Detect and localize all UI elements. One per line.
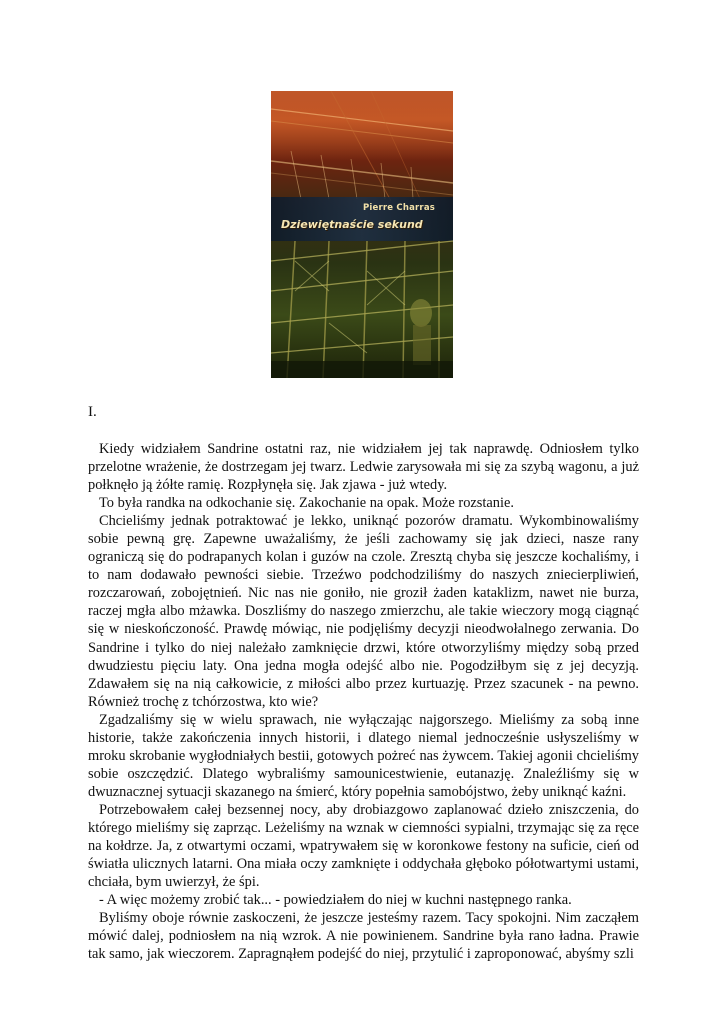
chapter-heading: I.: [88, 404, 97, 420]
book-cover-image: [271, 91, 453, 378]
paragraph: Kiedy widziałem Sandrine ostatni raz, nie widziałem jej tak naprawdę. Odniosłem tylko przelotne wrażenie, że dostrzegam jej twarz. Ledwie zarysowała mi się za szybą wagonu, a już połknęło ją żółte ramię. Rozpłynęła się. Jak zjawa - już wtedy.: [88, 441, 639, 494]
paragraph: Byliśmy oboje równie zaskoczeni, że jeszcze jesteśmy razem. Tacy spokojni. Nim zacząłem mówić dalej, podniosłem na nią wzrok. A nie powinienem. Sandrine była rano ładna. Prawie tak samo, jak wieczorem. Zapragnąłem podejść do niej, przytulić i zaproponować, abyśmy szli: [88, 910, 639, 963]
paragraph: - A więc możemy zrobić tak... - powiedziałem do niej w kuchni następnego ranka.: [99, 892, 572, 909]
paragraph: Chcieliśmy jednak potraktować je lekko, uniknąć pozorów dramatu. Wykombinowaliśmy sobie pewną grę. Zapewne uważaliśmy, że jeśli zachowamy się jak dzieci, nasze rany ograniczą się do podrapanych kolan i guzów na czole. Zresztą chyba się jeszcze kochaliśmy, i to nam dodawało pewności siebie. Trzeźwo podchodziliśmy do naszych zniecierpliwień, rozczarowań, zobojętnień. Nic nas nie goniło, nie groził żaden kataklizm, nawet nie burza, raczej mgła albo mżawka. Doszliśmy do naszego zmierzchu, ale takie wieczory mogą ciągnąć się w nieskończoność. Prawdę mówiąc, nie podjęliśmy decyzji nieodwołalnego zerwania. Do Sandrine i tylko do niej należało zamknięcie drzwi, które otworzyliśmy między sobą przed dwudziestu pięciu laty. Ona jedna mogła odejść albo nie. Pogodziłbym się z jej decyzją. Zdawałem się na nią całkowicie, z miłości albo przez kurtuazję. Przez szacunek - na pewno. Również trochę z tchórzostwa, kto wie?: [88, 513, 639, 710]
cover-book-title: Dziewiętnaście sekund: [281, 218, 423, 231]
cover-author-name: Pierre Charras: [363, 203, 436, 213]
paragraph: To była randka na odkochanie się. Zakochanie na opak. Może rozstanie.: [99, 495, 514, 512]
body-text: [88, 440, 639, 963]
paragraph: Zgadzaliśmy się w wielu sprawach, nie wyłączając najgorszego. Mieliśmy za sobą inne historie, także zakończenia innych historii, i dlatego niemal jednocześnie usłyszeliśmy w mroku skrobanie wygłodniałych bestii, gotowych pożreć nas żywcem. Takiej agonii chcieliśmy sobie oszczędzić. Dlatego wybraliśmy samounicestwienie, eutanazję. Znaleźliśmy się w dwuznacznej sytuacji skazanego na śmierć, który popełnia samobójstwo, żeby uniknąć kaźni.: [88, 711, 639, 800]
cover-illustration: [271, 91, 453, 378]
paragraph: Potrzebowałem całej bezsennej nocy, aby drobiazgowo zaplanować dzieło zniszczenia, do którego mieliśmy się zaprząc. Leżeliśmy na wznak w ciemności sypialni, trzymając się za ręce na kołdrze. Ja, z otwartymi oczami, wpatrywałem się w koronkowe festony na suficie, cień od światła ulicznych latarni. Ona miała oczy zamknięte i oddychała głęboko półotwartymi ustami, chciała, bym uwierzył, że śpi.: [88, 801, 639, 891]
